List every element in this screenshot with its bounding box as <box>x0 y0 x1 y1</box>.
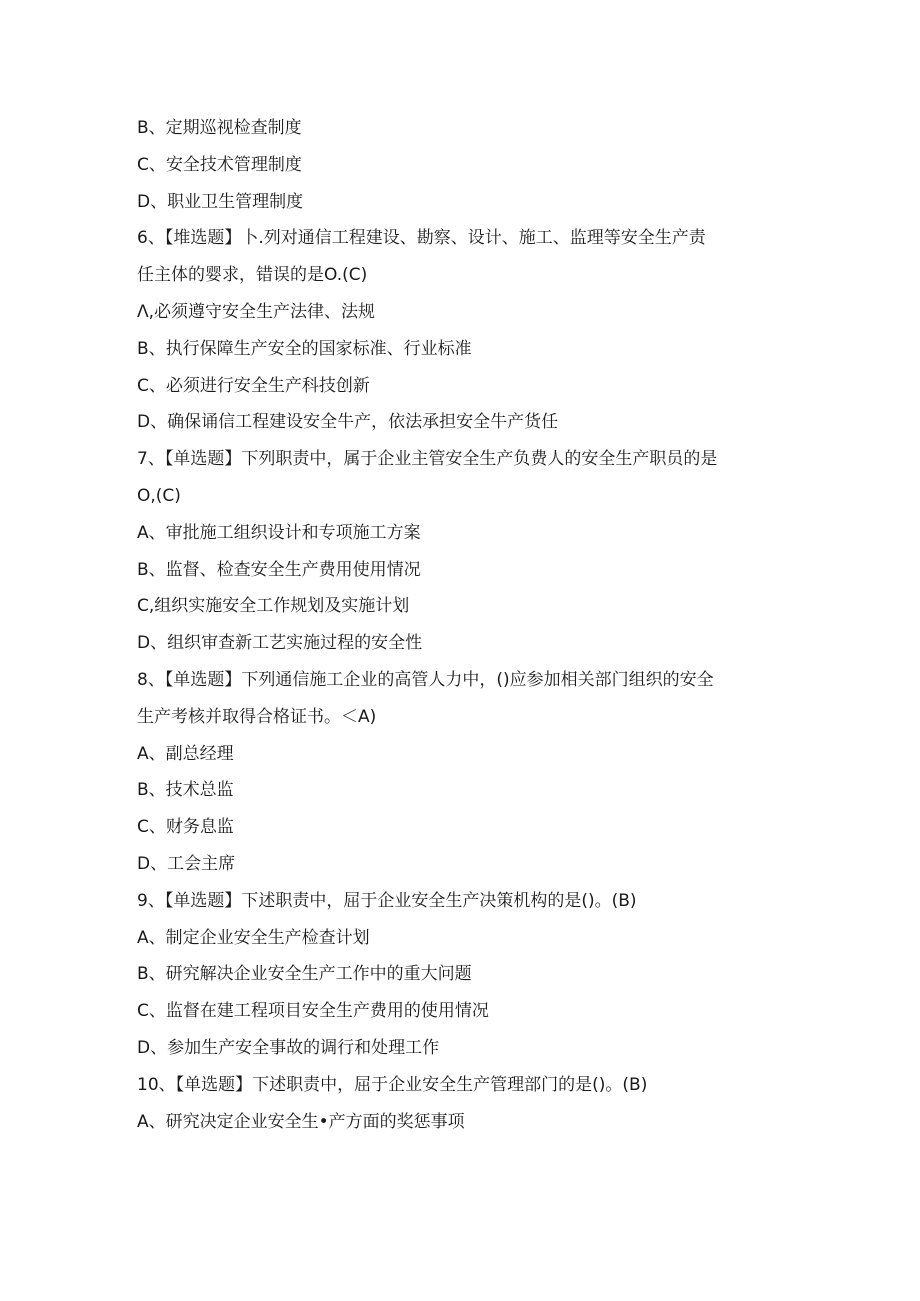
option-line: C、必须进行安全生产科技创新 <box>137 375 370 396</box>
option-line: C、安全技术管理制度 <box>137 154 302 175</box>
question-line: 7、【单选题】下列职责中，属于企业主管安全生产负费人的安全生产职员的是 <box>137 449 718 470</box>
option-line: A、研究决定企业安全生•产方面的奖惩事项 <box>137 1111 465 1132</box>
option-line: A、制定企业安全生产检查计划 <box>137 927 370 948</box>
option-line: D、参加生产安全事故的调行和处理工作 <box>137 1037 440 1058</box>
option-line: Λ,必须遵守安全生产法律、法规 <box>137 301 376 322</box>
option-line: B、研究解决企业安全生产工作中的重大问题 <box>137 964 472 985</box>
option-line: A、副总经理 <box>137 743 234 764</box>
question-line: 6、【堆选题】卜.列对通信工程建设、勘察、设计、施工、监理等安全生产责 <box>137 228 706 249</box>
question-line: O,(C) <box>137 485 181 506</box>
document-body <box>137 110 797 1140</box>
option-line: B、技术总监 <box>137 780 234 801</box>
question-line: 生产考核并取得合格证书。＜A) <box>137 706 377 727</box>
option-line: D、职业卫生管理制度 <box>137 191 304 212</box>
option-line: B、监督、检查安全生产费用使用情况 <box>137 559 421 580</box>
question-line: 8、【单选题】下列通信施工企业的高管人力中，()应参加相关部门组织的安全 <box>137 669 714 690</box>
question-line: 10、【单选题】下述职责中，屈于企业安全生产管理部门的是()。(B) <box>137 1074 648 1095</box>
option-line: B、执行保障生产安全的国家标准、行业标准 <box>137 338 472 359</box>
option-line: D、工会主席 <box>137 853 236 874</box>
question-line: 任主体的婴求，错误的是O.(C) <box>137 265 368 286</box>
option-line: D、确保诵信工程建设安全牛产，依法承担安全牛产货任 <box>137 412 559 433</box>
option-line: C、监督在建工程项目安全生产费用的使用情况 <box>137 1001 489 1022</box>
option-line: A、审批施工组织设计和专项施工方案 <box>137 522 421 543</box>
question-line: 9、【单选题】下述职责中，屈于企业安全生产决策机构的是()。(B) <box>137 890 637 911</box>
option-line: C,组织实施安全工作规划及实施计划 <box>137 596 410 617</box>
option-line: C、财务息监 <box>137 817 234 838</box>
option-line: D、组织审查新工艺实施过程的安全性 <box>137 633 423 654</box>
option-line: B、定期巡视检查制度 <box>137 118 302 138</box>
